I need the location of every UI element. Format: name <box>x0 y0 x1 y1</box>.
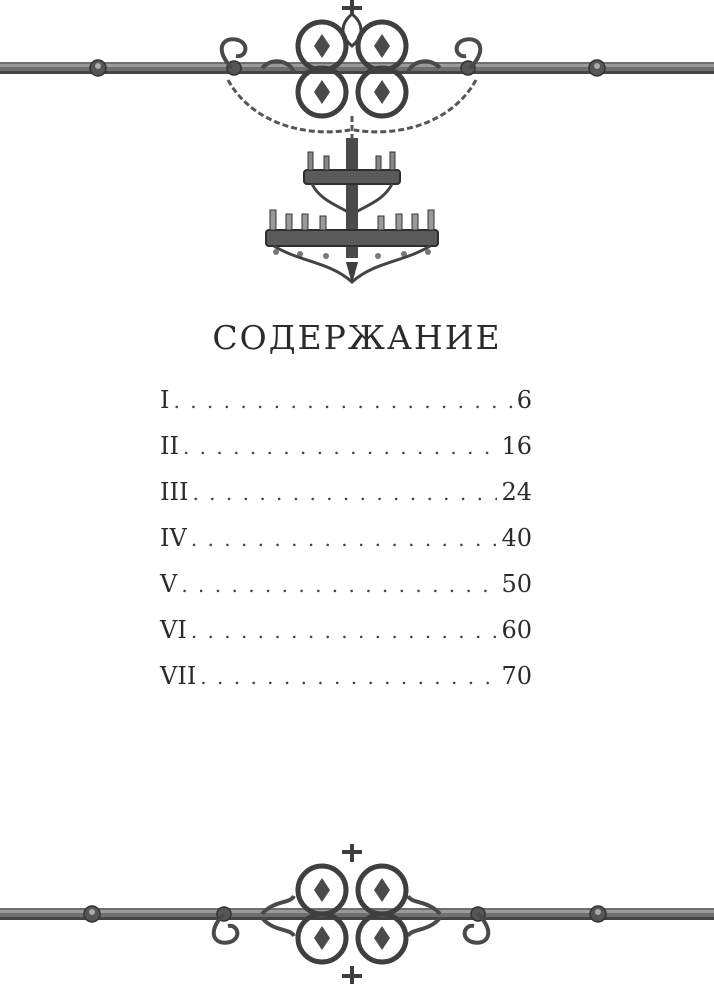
iron-bar-top <box>0 60 714 76</box>
toc-chapter-number: IV <box>160 524 187 552</box>
toc-chapter-number: III <box>160 478 189 506</box>
toc-page-number: 40 <box>501 524 532 552</box>
toc-entry <box>160 570 532 616</box>
chandelier <box>266 138 438 284</box>
toc-page-number: 24 <box>501 478 532 506</box>
toc-chapter-number: II <box>160 432 179 460</box>
table-of-contents <box>160 386 532 708</box>
toc-leader-dots <box>173 389 512 413</box>
toc-page-number: 60 <box>501 616 532 644</box>
toc-page-number: 6 <box>516 386 532 414</box>
rosette-ornament <box>0 838 714 985</box>
toc-page-number: 70 <box>501 662 532 690</box>
toc-leader-dots <box>181 573 497 597</box>
toc-entry <box>160 662 532 708</box>
toc-leader-dots <box>191 527 498 551</box>
toc-page-number: 50 <box>501 570 532 598</box>
toc-entry <box>160 432 532 478</box>
toc-chapter-number: VI <box>160 616 187 644</box>
toc-leader-dots <box>191 619 498 643</box>
toc-entry <box>160 478 532 524</box>
chains <box>228 80 476 140</box>
toc-entry <box>160 386 532 432</box>
toc-leader-dots <box>192 481 497 505</box>
toc-entry <box>160 616 532 662</box>
chandelier-ornament <box>0 0 714 290</box>
toc-chapter-number: V <box>160 570 178 598</box>
toc-chapter-number: VII <box>160 662 197 690</box>
toc-leader-dots <box>183 435 497 459</box>
rosette-top <box>298 0 406 116</box>
toc-entry <box>160 524 532 570</box>
toc-leader-dots <box>200 665 497 689</box>
toc-chapter-number: I <box>160 386 170 414</box>
iron-bar-bottom <box>0 906 714 922</box>
toc-page-number: 16 <box>501 432 532 460</box>
page-title: СОДЕРЖАНИЕ <box>212 318 502 357</box>
